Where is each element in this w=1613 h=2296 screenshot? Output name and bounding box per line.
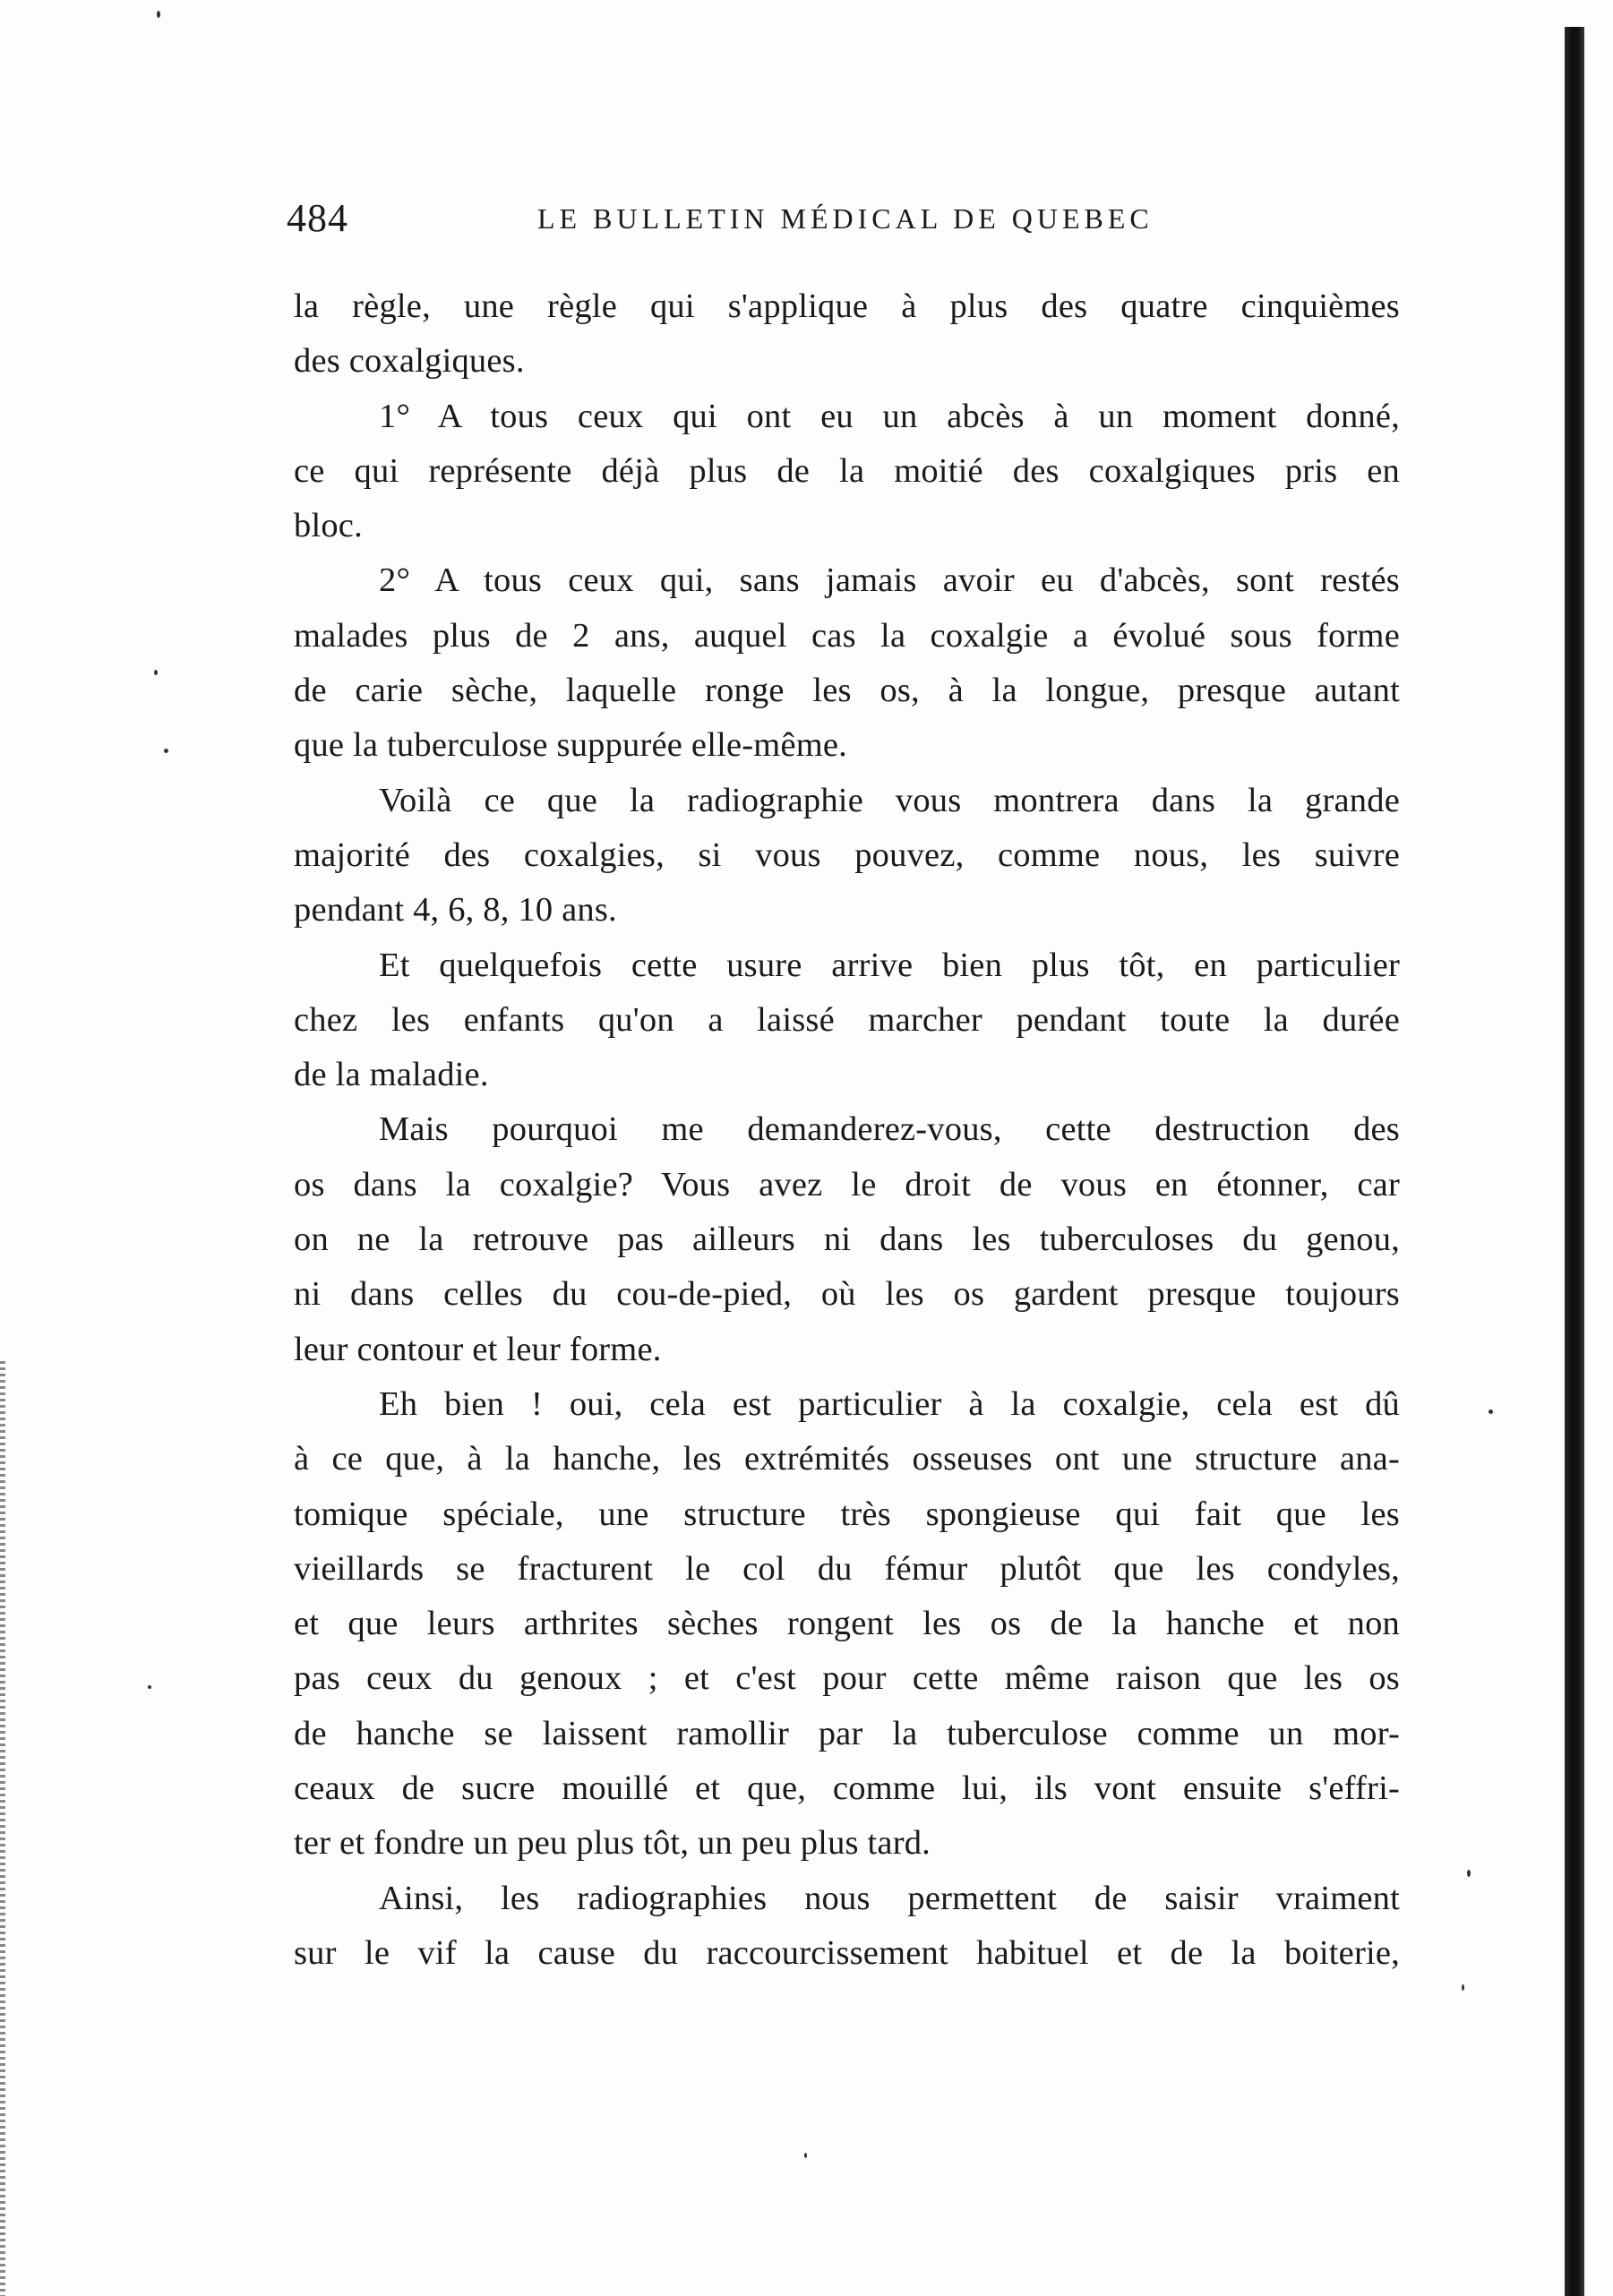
text-line: tomique spéciale, une structure très spongieuse qui fait que les (294, 1495, 1400, 1533)
text-line: leur contour et leur forme. (294, 1330, 662, 1368)
page-header (287, 195, 1182, 249)
scan-speck (1462, 1984, 1464, 1991)
text-line: des coxalgiques. (294, 342, 525, 381)
text-line: malades plus de 2 ans, auquel cas la coxalgie a évolué sous forme (294, 616, 1400, 655)
text-line: pas ceux du genoux ; et c'est pour cette même raison que les os (294, 1659, 1400, 1698)
text-line: ni dans celles du cou-de-pied, où les os gardent presque toujours (294, 1275, 1400, 1314)
text-line: Voilà ce que la radiographie vous montrera dans la grande (379, 781, 1400, 819)
text-line: Mais pourquoi me demanderez-vous, cette destruction des (379, 1110, 1400, 1149)
text-line: ce qui représente déjà plus de la moitié des coxalgiques pris en (294, 451, 1400, 490)
text-line: Eh bien ! oui, cela est particulier à la coxalgie, cela est dû (379, 1384, 1400, 1423)
text-line: 1° A tous ceux qui ont eu un abcès à un moment donné, (379, 397, 1400, 435)
scan-binding-edge-left (0, 1361, 5, 2296)
scan-speck (154, 670, 158, 675)
text-line: Et quelquefois cette usure arrive bien plus tôt, en particulier (379, 946, 1400, 984)
scan-speck (148, 1685, 151, 1689)
scan-speck (804, 2153, 807, 2158)
text-line: on ne la retrouve pas ailleurs ni dans les tuberculoses du genou, (294, 1221, 1400, 1259)
text-line: sur le vif la cause du raccourcissement habituel et de la boiterie, (294, 1933, 1400, 1972)
text-line: de hanche se laissent ramollir par la tuberculose comme un mor- (294, 1714, 1400, 1752)
text-line: majorité des coxalgies, si vous pouvez, comme nous, les suivre (294, 835, 1400, 874)
text-line: 2° A tous ceux qui, sans jamais avoir eu d'abcès, sont restés (379, 561, 1400, 600)
text-line: vieillards se fracturent le col du fémur plutôt que les condyles, (294, 1549, 1400, 1588)
text-line: à ce que, à la hanche, les extrémités osseuses ont une structure ana- (294, 1440, 1400, 1478)
body-text (294, 279, 1400, 1981)
text-line: de la maladie. (294, 1056, 489, 1094)
text-line: bloc. (294, 507, 363, 545)
text-line: la règle, une règle qui s'applique à plus des quatre cinquièmes (294, 287, 1400, 325)
scan-speck (1489, 1409, 1493, 1414)
scan-speck (1467, 1870, 1471, 1877)
scan-speck (164, 749, 168, 753)
text-line: pendant 4, 6, 8, 10 ans. (294, 891, 617, 930)
text-line: ceaux de sucre mouillé et que, comme lui, ils vont ensuite s'effri- (294, 1769, 1400, 1808)
text-line: que la tuberculose suppurée elle-même. (294, 726, 847, 765)
text-line: os dans la coxalgie? Vous avez le droit de vous en étonner, car (294, 1165, 1400, 1204)
text-line: Ainsi, les radiographies nous permettent de saisir vraiment (379, 1879, 1400, 1917)
page-number: 484 (287, 196, 348, 240)
scan-binding-edge-right (1565, 27, 1584, 2296)
text-line: de carie sèche, laquelle ronge les os, à la longue, presque autant (294, 672, 1400, 710)
text-line: ter et fondre un peu plus tôt, un peu plus tard. (294, 1824, 931, 1863)
scan-speck (157, 11, 160, 18)
text-line: chez les enfants qu'on a laissé marcher pendant toute la durée (294, 1000, 1400, 1039)
text-line: et que leurs arthrites sèches rongent les os de la hanche et non (294, 1605, 1400, 1643)
running-head: LE BULLETIN MÉDICAL DE QUEBEC (537, 202, 1154, 235)
